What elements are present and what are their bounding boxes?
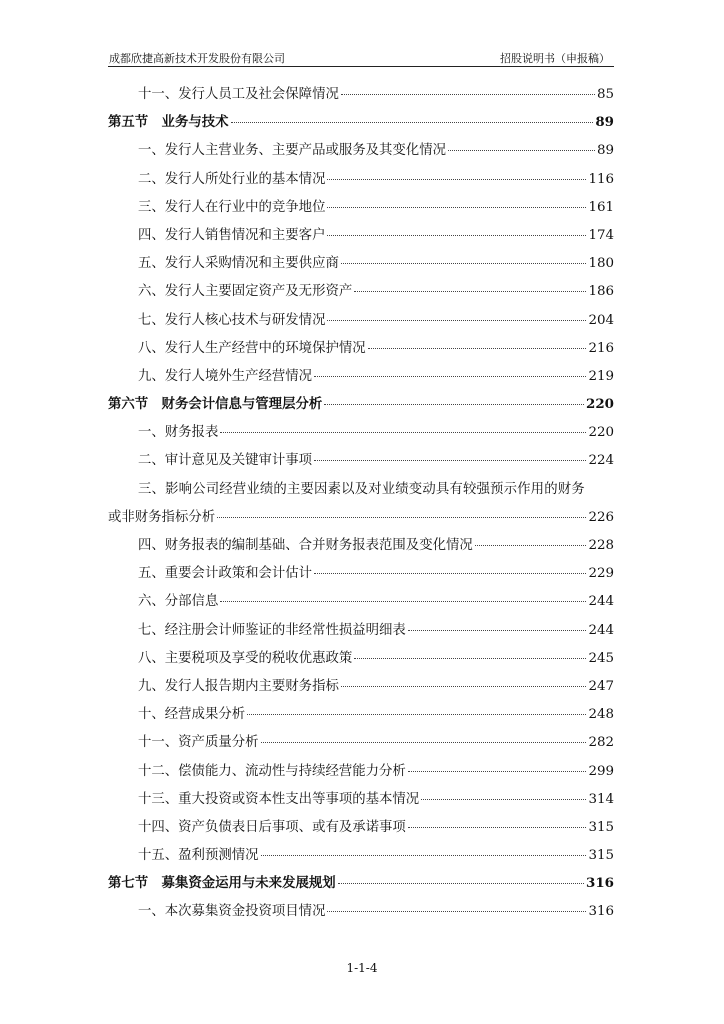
toc-leader-dots (408, 630, 587, 631)
toc-leader-dots (327, 207, 586, 208)
toc-entry-title: 二、发行人所处行业的基本情况 (138, 171, 326, 187)
toc-leader-dots (448, 150, 595, 151)
toc-entry[interactable] (108, 788, 614, 816)
toc-entry-title: 十四、资产负债表日后事项、或有及承诺事项 (138, 819, 406, 835)
toc-entry-page: 226 (588, 509, 614, 525)
toc-entry-title: 第六节 财务会计信息与管理层分析 (108, 396, 323, 413)
toc-entry-title: 九、发行人报告期内主要财务指标 (138, 678, 339, 694)
toc-leader-dots (408, 827, 587, 828)
toc-entry-title: 四、财务报表的编制基础、合并财务报表范围及变化情况 (138, 538, 473, 553)
toc-entry-page: 315 (588, 848, 614, 864)
toc-entry-title: 十一、资产质量分析 (138, 735, 259, 751)
toc-section[interactable] (108, 872, 614, 900)
toc-leader-dots (368, 348, 587, 349)
toc-entry[interactable] (108, 421, 614, 449)
toc-entry-page: 299 (588, 763, 614, 779)
toc-leader-dots (327, 179, 586, 180)
toc-leader-dots (217, 517, 586, 518)
toc-leader-dots (327, 320, 586, 321)
toc-entry-title: 第七节 募集资金运用与未来发展规划 (108, 875, 336, 892)
toc-entry[interactable] (108, 337, 614, 365)
toc-leader-dots (231, 122, 594, 123)
toc-entry-page: 247 (588, 678, 614, 694)
toc-entry-title: 或非财务指标分析 (108, 509, 216, 525)
toc-entry-page: 314 (588, 791, 614, 807)
toc-entry[interactable] (108, 675, 614, 703)
toc-leader-dots (220, 601, 586, 602)
toc-entry-page: 220 (588, 425, 614, 441)
toc-leader-dots (354, 658, 586, 659)
toc-entry[interactable] (108, 83, 614, 111)
toc-entry-page: 89 (595, 114, 614, 131)
toc-leader-dots (421, 799, 586, 800)
toc-entry-page: 244 (588, 594, 614, 610)
toc-entry[interactable] (108, 590, 614, 618)
toc-entry[interactable] (108, 280, 614, 308)
toc-entry-title: 一、发行人主营业务、主要产品或服务及其变化情况 (138, 143, 446, 159)
toc-section[interactable] (108, 111, 614, 139)
toc-entry-title: 六、分部信息 (138, 594, 219, 610)
toc-entry[interactable] (108, 506, 614, 534)
table-of-contents (108, 83, 614, 929)
toc-entry[interactable] (108, 844, 614, 872)
header-doc-title: 招股说明书（申报稿） (500, 52, 610, 65)
toc-entry-title: 七、发行人核心技术与研发情况 (138, 312, 326, 328)
toc-section[interactable] (108, 393, 614, 421)
toc-entry-page: 186 (588, 284, 614, 300)
toc-leader-dots (261, 742, 587, 743)
toc-leader-dots (314, 376, 586, 377)
toc-leader-dots (475, 545, 587, 546)
toc-entry-title: 五、发行人采购情况和主要供应商 (138, 256, 339, 272)
page-number: 1-1-4 (346, 961, 378, 975)
toc-entry[interactable] (108, 449, 614, 477)
toc-leader-dots (324, 404, 584, 405)
toc-entry-title: 第五节 业务与技术 (108, 114, 229, 131)
toc-leader-dots (408, 771, 587, 772)
toc-entry[interactable] (108, 139, 614, 167)
header-rule (108, 66, 614, 67)
toc-entry[interactable] (108, 900, 614, 928)
toc-entry-title: 一、财务报表 (138, 425, 219, 441)
toc-entry[interactable] (108, 562, 614, 590)
toc-entry-page: 244 (588, 622, 614, 638)
toc-leader-dots (338, 883, 584, 884)
toc-entry-page: 316 (586, 875, 614, 892)
toc-entry-title: 三、发行人在行业中的竞争地位 (138, 199, 326, 215)
toc-entry[interactable] (108, 196, 614, 224)
toc-entry-page: 245 (588, 650, 614, 666)
toc-entry-title: 十一、发行人员工及社会保障情况 (138, 87, 339, 102)
toc-leader-dots (327, 235, 586, 236)
toc-entry-line1[interactable]: 三、影响公司经营业绩的主要因素以及对业绩变动具有较强预示作用的财务 (138, 481, 585, 497)
toc-leader-dots (341, 686, 587, 687)
toc-entry-page: 316 (588, 904, 614, 920)
toc-entry-title: 六、发行人主要固定资产及无形资产 (138, 284, 353, 300)
toc-leader-dots (327, 911, 586, 912)
toc-entry[interactable] (108, 647, 614, 675)
toc-entry-page: 220 (586, 396, 614, 413)
toc-entry-page: 174 (588, 227, 614, 243)
toc-entry[interactable] (108, 731, 614, 759)
toc-entry-page: 228 (588, 538, 614, 553)
toc-entry-page: 161 (588, 199, 614, 215)
toc-entry-title: 七、经注册会计师鉴证的非经常性损益明细表 (138, 622, 406, 638)
toc-entry[interactable] (108, 309, 614, 337)
toc-entry[interactable] (108, 534, 614, 562)
toc-leader-dots (341, 94, 595, 95)
toc-entry-page: 180 (588, 256, 614, 272)
toc-entry-page: 89 (596, 143, 614, 159)
toc-leader-dots (341, 263, 587, 264)
toc-entry[interactable] (108, 252, 614, 280)
toc-leader-dots (261, 855, 587, 856)
toc-entry-title: 八、发行人生产经营中的环境保护情况 (138, 340, 366, 356)
toc-entry-title: 五、重要会计政策和会计估计 (138, 566, 313, 582)
toc-entry[interactable] (108, 760, 614, 788)
toc-entry-title: 九、发行人境外生产经营情况 (138, 368, 313, 384)
toc-entry-page: 216 (588, 340, 614, 356)
toc-entry[interactable] (108, 703, 614, 731)
toc-entry-title: 一、本次募集资金投资项目情况 (138, 904, 326, 920)
toc-entry-page: 282 (588, 735, 614, 751)
toc-entry[interactable] (108, 619, 614, 647)
toc-entry-page: 204 (588, 312, 614, 328)
toc-leader-dots (314, 573, 586, 574)
toc-entry[interactable] (108, 168, 614, 196)
toc-entry-page: 224 (588, 453, 614, 469)
toc-entry-page: 248 (588, 707, 614, 723)
toc-entry-title: 十、经营成果分析 (138, 707, 246, 723)
toc-entry[interactable] (108, 816, 614, 844)
toc-entry-page: 229 (588, 566, 614, 582)
toc-entry-title: 十二、偿债能力、流动性与持续经营能力分析 (138, 763, 406, 779)
toc-entry-title: 八、主要税项及享受的税收优惠政策 (138, 650, 353, 666)
toc-leader-dots (247, 714, 586, 715)
toc-entry-page: 315 (588, 819, 614, 835)
toc-leader-dots (220, 432, 586, 433)
toc-entry-title: 四、发行人销售情况和主要客户 (138, 227, 326, 243)
toc-entry-title: 十三、重大投资或资本性支出等事项的基本情况 (138, 791, 420, 807)
toc-entry-title: 十五、盈利预测情况 (138, 848, 259, 864)
toc-entry-page: 116 (588, 171, 614, 187)
toc-entry-page: 219 (588, 368, 614, 384)
toc-entry-page: 85 (596, 87, 614, 102)
header-company: 成都欣捷高新技术开发股份有限公司 (109, 52, 285, 65)
toc-entry[interactable] (108, 224, 614, 252)
toc-entry-title: 二、审计意见及关键审计事项 (138, 453, 313, 469)
toc-leader-dots (354, 291, 586, 292)
toc-leader-dots (314, 460, 586, 461)
toc-entry[interactable] (108, 365, 614, 393)
